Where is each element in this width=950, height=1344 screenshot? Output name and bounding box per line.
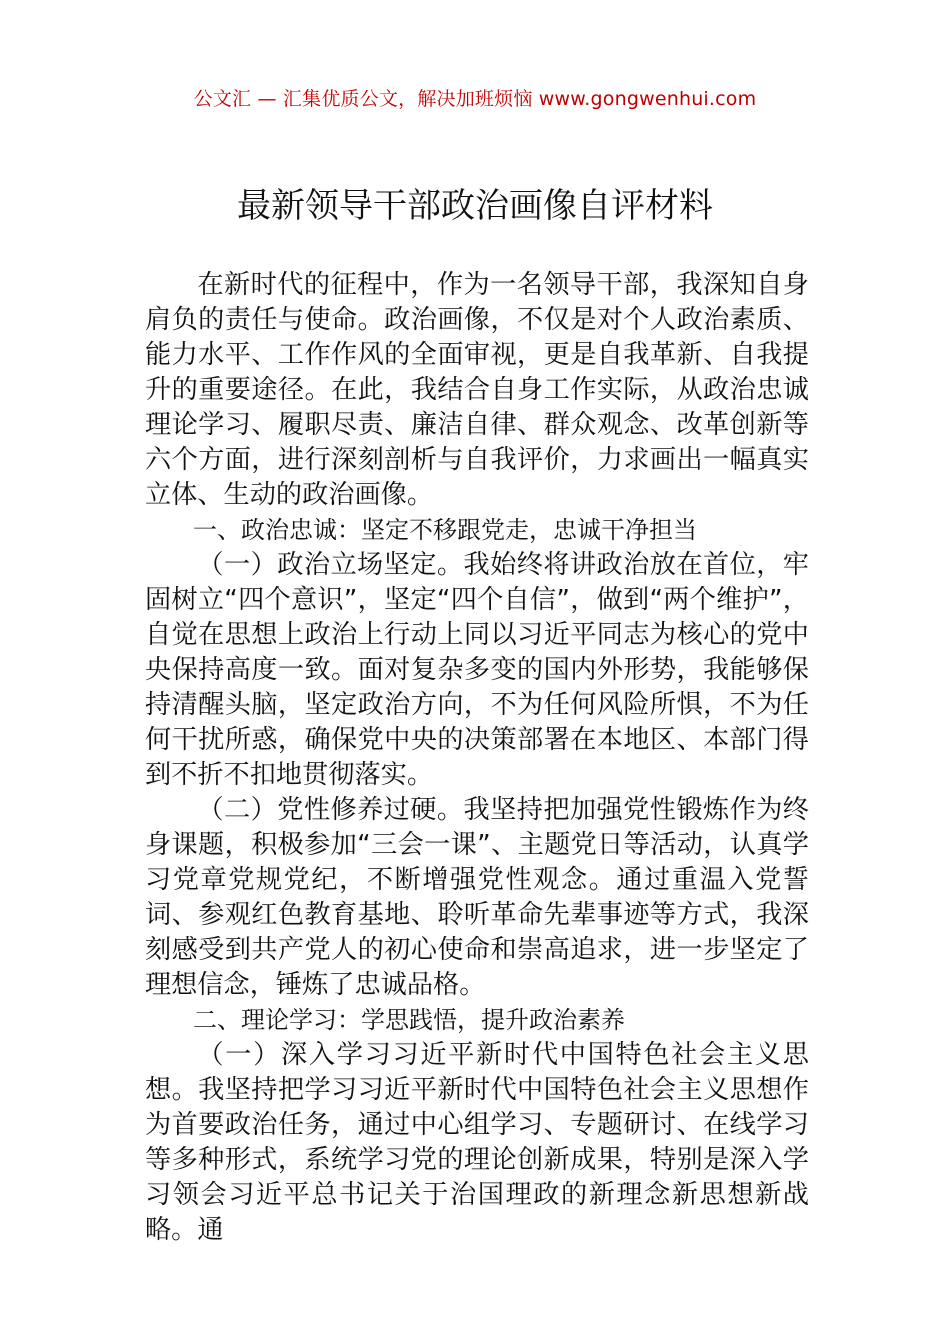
section-1-paragraph-1: （一）政治立场坚定。我始终将讲政治放在首位，牢固树立“四个意识”，坚定“四个自信”，做到“两个维护”，自觉在思想上政治上行动上同以习近平同志为核心的党中央保持高度一致。面对复杂多变的国内外形势，我能够保持清醒头脑，坚定政治方向，不为任何风险所惧，不为任何干扰所惑，确保党中央的决策部署在本地区、本部门得到不折不扣地贯彻落实。 — [145, 550, 809, 790]
document-title: 最新领导干部政治画像自评材料 — [237, 186, 713, 226]
section-1-paragraph-2: （二）党性修养过硬。我坚持把加强党性锻炼作为终身课题，积极参加“三会一课”、主题党日等活动，认真学习党章党规党纪，不断增强党性观念。通过重温入党誓词、参观红色教育基地、聆听革命先辈事迹等方式，我深刻感受到共产党人的初心使命和崇高追求，进一步坚定了理想信念，锤炼了忠诚品格。 — [145, 795, 809, 1000]
document-body — [145, 268, 809, 1248]
section-2-heading: 二、理论学习：学思践悟，提升政治素养 — [193, 1006, 625, 1034]
section-1-heading: 一、政治忠诚：坚定不移跟党走，忠诚干净担当 — [193, 516, 697, 544]
intro-paragraph: 在新时代的征程中，作为一名领导干部，我深知自身肩负的责任与使命。政治画像，不仅是对个人政治素质、能力水平、工作作风的全面审视，更是自我革新、自我提升的重要途径。在此，我结合自身工作实际，从政治忠诚理论学习、履职尽责、廉洁自律、群众观念、改革创新等六个方面，进行深刻剖析与自我评价，力求画出一幅真实立体、生动的政治画像。 — [145, 270, 809, 510]
section-2-paragraph-1: （一）深入学习习近平新时代中国特色社会主义思想。我坚持把学习习近平新时代中国特色社会主义思想作为首要政治任务，通过中心组学习、专题研讨、在线学习等多种形式，系统学习党的理论创新成果，特别是深入学习领会习近平总书记关于治国理政的新理念新思想新战略。通 — [145, 1040, 809, 1245]
header-banner: 公文汇 — 汇集优质公文，解决加班烦恼 www.gongwenhui.com — [193, 88, 757, 110]
